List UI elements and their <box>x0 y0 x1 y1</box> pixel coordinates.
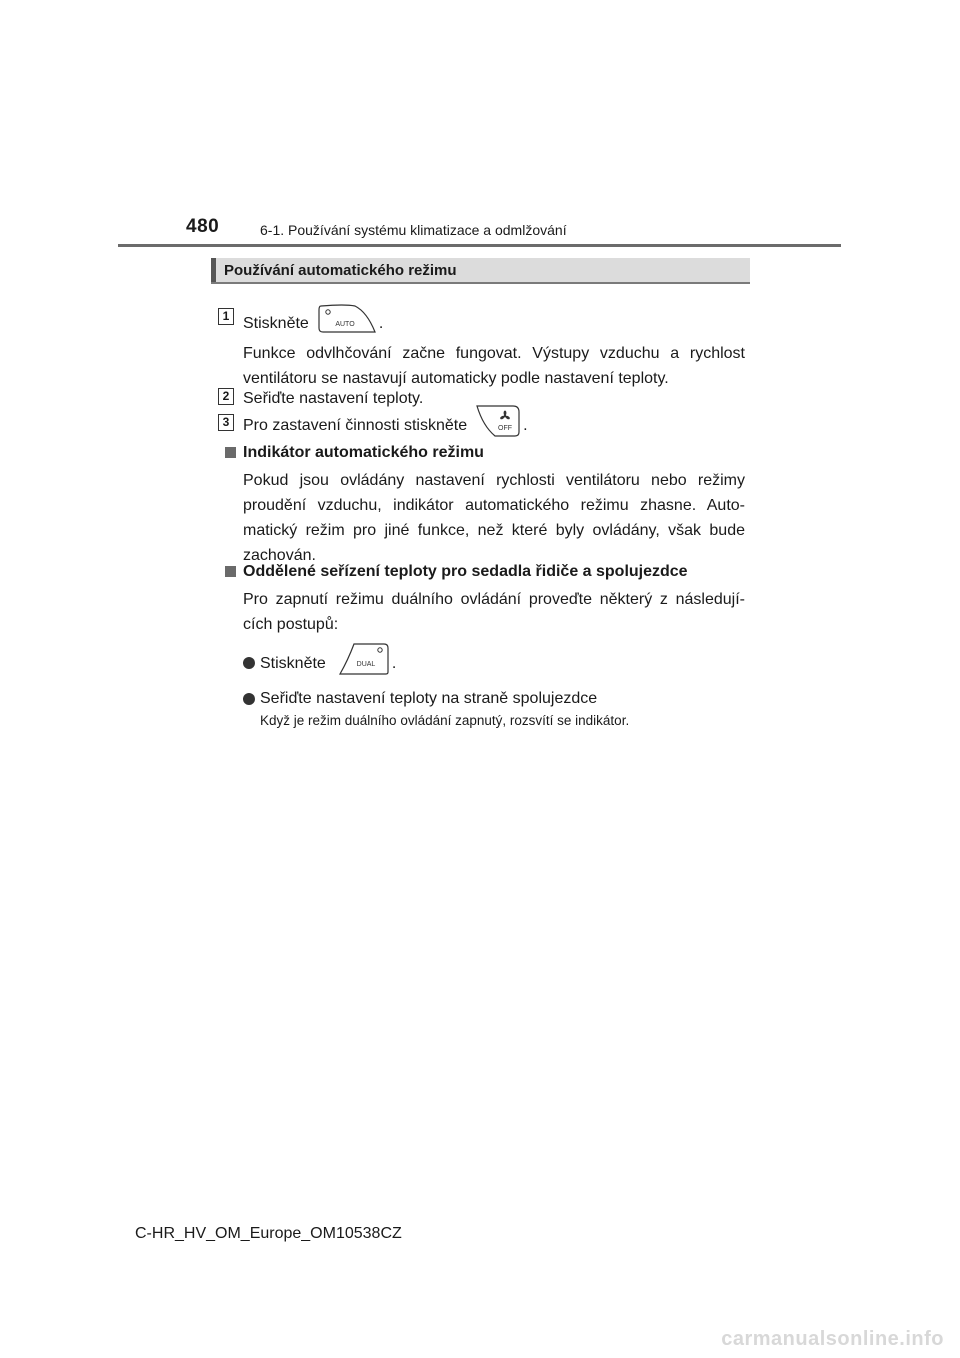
auto-button-label: AUTO <box>335 321 355 328</box>
dual-title: Oddělené seřízení teploty pro sedadla řidiče a spolujezdce <box>243 563 688 580</box>
heading-accent <box>211 258 216 282</box>
step-1-period: . <box>378 314 384 332</box>
step-number-2: 2 <box>218 388 234 405</box>
header-divider <box>118 244 841 247</box>
step-number-3: 3 <box>218 414 234 431</box>
auto-button-icon <box>315 302 379 344</box>
dual-button-label: DUAL <box>356 661 376 668</box>
step-2-text: Seřiďte nastavení teploty. <box>243 390 424 407</box>
step-3-line <box>243 406 528 444</box>
dual-text: Pro zapnutí režimu duálního ovládání proveďte některý z následují- cích postupů: <box>243 591 745 633</box>
page-number: 480 <box>186 216 220 237</box>
watermark: carmanualsonline.info <box>721 1328 944 1350</box>
step-number-1: 1 <box>218 308 234 325</box>
round-bullet-icon <box>243 657 255 669</box>
step-1-detail: Funkce odvlhčování začne fungovat. Výstupy vzduchu a rychlost ventilátoru se nastavují automaticky podle nastavení teploty. <box>243 345 745 387</box>
indicator-text: Pokud jsou ovládány nastavení rychlosti ventilátoru nebo režimy proudění vzduchu, indikátor automatického režimu zhasne. Auto- matický režim pro jiné funkce, než které byly ovládány, však bude zachován. <box>243 472 745 564</box>
square-bullet-icon <box>225 447 236 458</box>
step-1-line <box>243 306 383 340</box>
step-3-period: . <box>523 416 528 434</box>
document-code: C-HR_HV_OM_Europe_OM10538CZ <box>135 1225 402 1242</box>
dual-bullet-1 <box>260 644 396 682</box>
section-title: 6-1. Používání systému klimatizace a odmlžování <box>260 222 567 238</box>
dual-note: Když je režim duálního ovládání zapnutý, rozsvítí se indikátor. <box>260 713 630 728</box>
off-button-label: OFF <box>498 425 513 432</box>
indicator-title: Indikátor automatického režimu <box>243 444 484 461</box>
dual-bullet-1-text: Stiskněte <box>260 654 326 672</box>
dual-bullet-1-period: . <box>391 654 397 672</box>
dual-button-icon <box>334 640 392 686</box>
heading-bar <box>211 258 750 284</box>
step-3-text: Pro zastavení činnosti stiskněte <box>243 416 468 434</box>
square-bullet-icon <box>225 566 236 577</box>
round-bullet-icon <box>243 693 255 705</box>
heading-title: Používání automatického režimu <box>224 262 457 279</box>
dual-bullet-2-text: Seřiďte nastavení teploty na straně spolujezdce <box>260 690 598 707</box>
step-1-text: Stiskněte <box>243 314 309 332</box>
